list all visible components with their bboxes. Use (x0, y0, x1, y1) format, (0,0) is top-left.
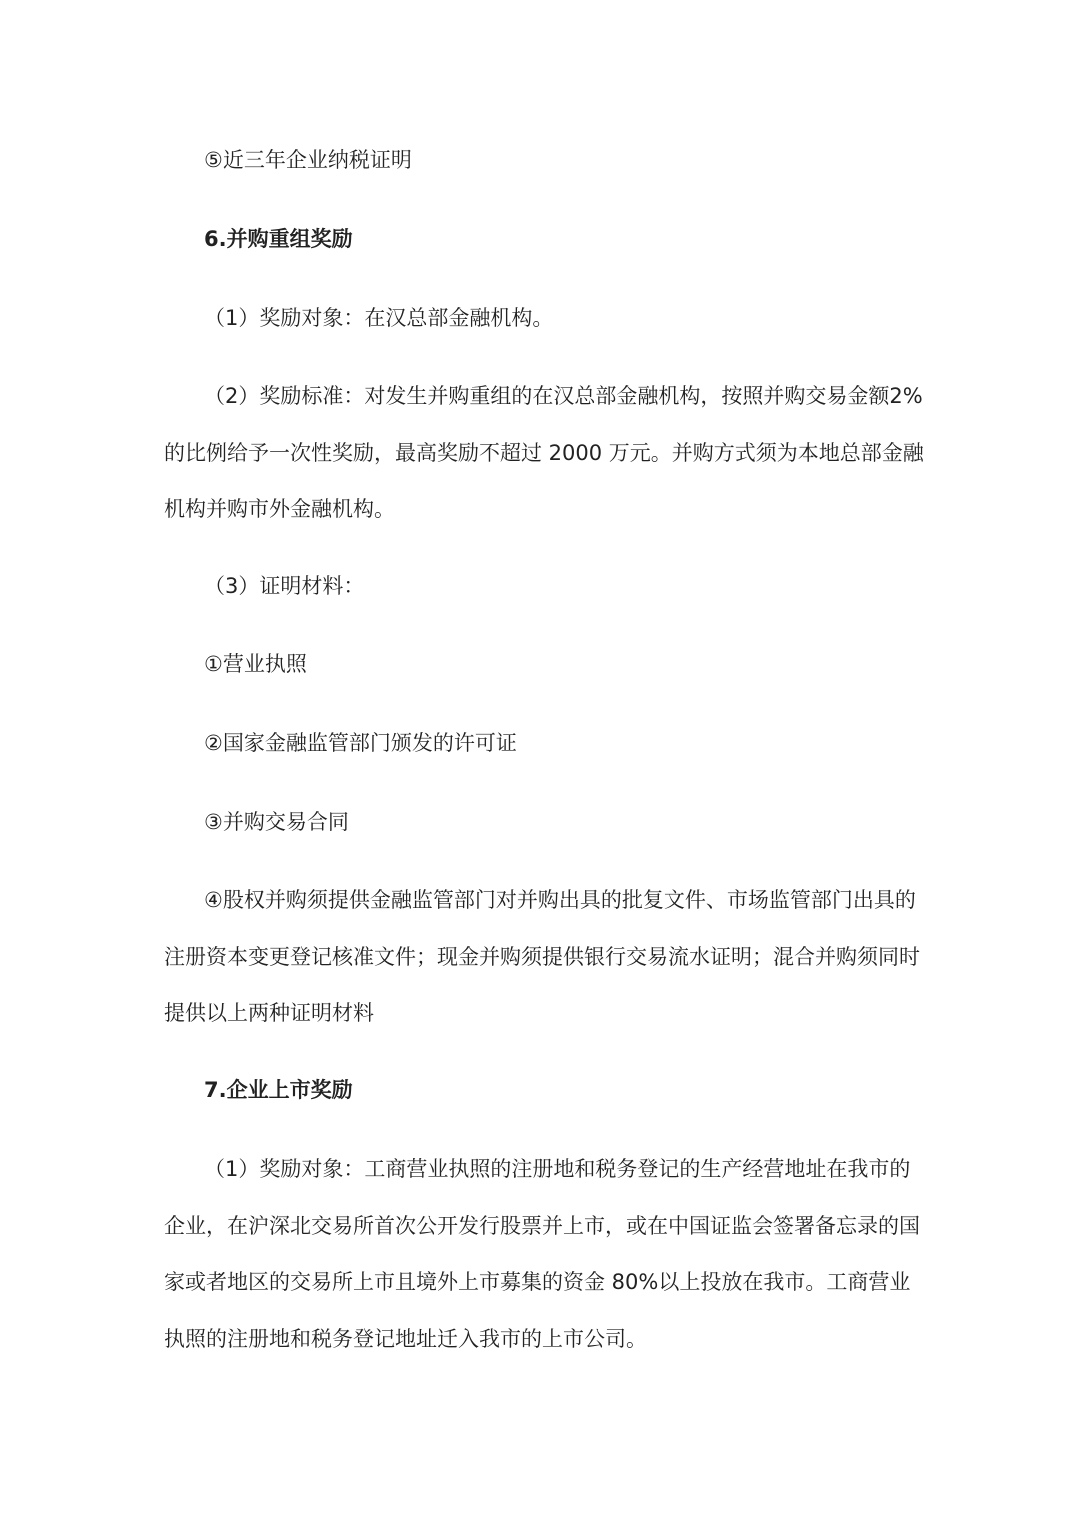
section-7-target: （1）奖励对象：工商营业执照的注册地和税务登记的生产经营地址在我市的企业，在沪深北交易所首次公开发行股票并上市，或在中国证监会签署备忘录的国家或者地区的交易所上市且境外上市募集的资金 80%以上投放在我市。工商营业执照的注册地和税务登记地址迁入我市的上市公司。 (164, 1157, 920, 1351)
material-item-contract: ③并购交易合同 (204, 810, 349, 834)
material-item-tax-proof: ⑤近三年企业纳税证明 (204, 148, 412, 172)
section-6-heading: 6.并购重组奖励 (204, 227, 353, 251)
section-6-target: （1）奖励对象：在汉总部金融机构。 (204, 306, 554, 330)
material-item-license: ①营业执照 (204, 652, 307, 676)
material-item-permit: ②国家金融监管部门颁发的许可证 (204, 731, 517, 755)
section-6-standard: （2）奖励标准：对发生并购重组的在汉总部金融机构，按照并购交易金额2%的比例给予一次性奖励，最高奖励不超过 2000 万元。并购方式须为本地总部金融机构并购市外金融机构。 (164, 384, 924, 521)
section-6-materials-label: （3）证明材料： (204, 574, 365, 598)
material-item-merger-proof: ④股权并购须提供金融监管部门对并购出具的批复文件、市场监管部门出具的注册资本变更登记核准文件；现金并购须提供银行交易流水证明；混合并购须同时提供以上两种证明材料 (164, 888, 920, 1025)
section-7-heading: 7.企业上市奖励 (204, 1078, 353, 1102)
